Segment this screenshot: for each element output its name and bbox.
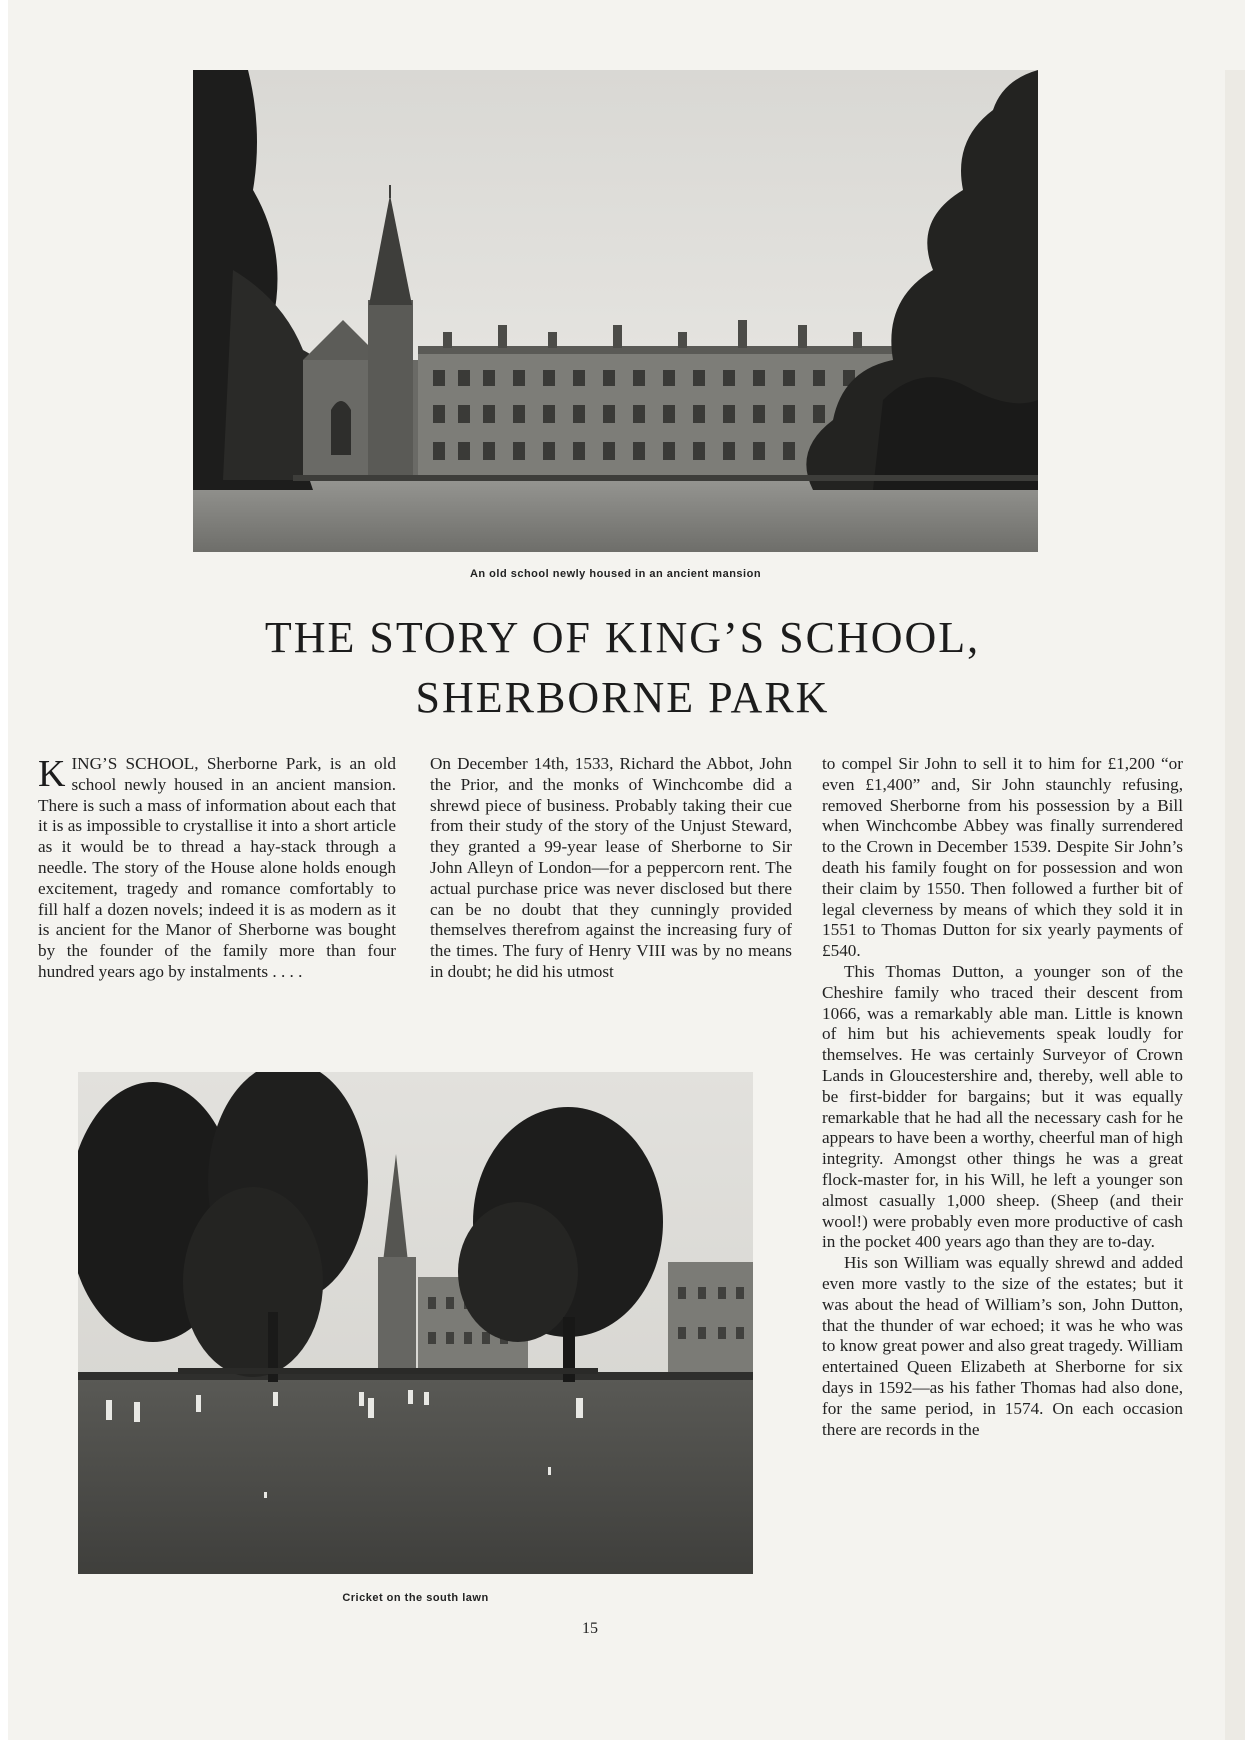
article-paragraph: On December 14th, 1533, Richard the Abbot, John the Prior, and the monks of Winchcombe did a shrewd piece of business. Probably taking their cue from their study of the story of the Unjust Steward, they granted a 99-year lease of Sherborne to Sir John Alleyn of London—for a peppercorn rent. The actual purchase price was never disclosed but there can be no doubt that they cunningly provided themselves therefrom against the increasing fury of the times. The fury of Henry VIII was by no means in doubt; he did his utmost	[430, 754, 792, 981]
article-title-line2: SHERBORNE PARK	[415, 673, 830, 722]
drop-cap: K	[38, 753, 66, 795]
photo-caption-bottom: Cricket on the south lawn	[342, 1592, 489, 1604]
paragraph-text: ING’S SCHOOL, Sherborne Park, is an old school newly housed in an ancient mansion. There is such a mass of information about each that it is as impossible to crystallise it into a short article as it would be to thread a hay-stack through a needle. The story of the House alone holds enough excitement, tragedy and romance comfortably to fill half a dozen novels; indeed it is as modern as it is ancient for the Manor of Sherborne was bought by the founder of the family more than four hundred years ago by instalments . . . .	[38, 754, 396, 981]
article-paragraph: to compel Sir John to sell it to him for £1,200 “or even £1,400” and, Sir John staunchly refusing, removed Sherborne from his possession by a Bill when Winchcombe Abbey was finally surrendered to the Crown in December 1539. Despite Sir John’s death his family fought on for possession and won their claim by 1550. Then followed a further bit of legal cleverness by means of which they sold it in 1551 to Thomas Dutton for six yearly payments of £540.	[822, 754, 1183, 961]
photo-caption-top: An old school newly housed in an ancient mansion	[469, 568, 762, 580]
cricket-photograph	[78, 1072, 753, 1574]
page-left-edge	[0, 0, 8, 1740]
article-column-1	[38, 754, 396, 983]
article-paragraph: This Thomas Dutton, a younger son of the Cheshire family who traced their descent from 1066, was a remarkably able man. Little is known of him but his achievements speak loudly for themselves. He was certainly Surveyor of Crown Lands in Gloucestershire and, thereby, well able to be first-bidder for bargains; but it was equally remarkable that he had all the necessary cash for he appears to have been a worthy, cheerful man of high integrity. Amongst other things he was a great flock-master for, in his Will, he left a younger son almost casually 1,000 sheep. (Sheep (and their wool!) were probably even more productive of cash in the pocket 400 years ago than they are to-day.	[822, 961, 1183, 1252]
page-number: 15	[582, 1620, 598, 1637]
article-paragraph: His son William was equally shrewd and added even more vastly to the size of the estates; but it was about the head of William’s son, John Dutton, that the thunder of war echoed; it was he who was to know great power and also great tragedy. William entertained Queen Elizabeth at Sherborne for six days in 1592—as his father Thomas had also done, for the same period, in 1574. On each occasion there are records in the	[822, 1253, 1183, 1439]
article-title-line1: THE STORY OF KING’S SCHOOL,	[264, 613, 981, 662]
page-right-edge	[1225, 70, 1245, 1740]
article-column-2	[430, 754, 792, 983]
article-paragraph	[38, 754, 396, 983]
mansion-photograph	[193, 70, 1038, 552]
article-column-3	[822, 754, 1183, 1440]
